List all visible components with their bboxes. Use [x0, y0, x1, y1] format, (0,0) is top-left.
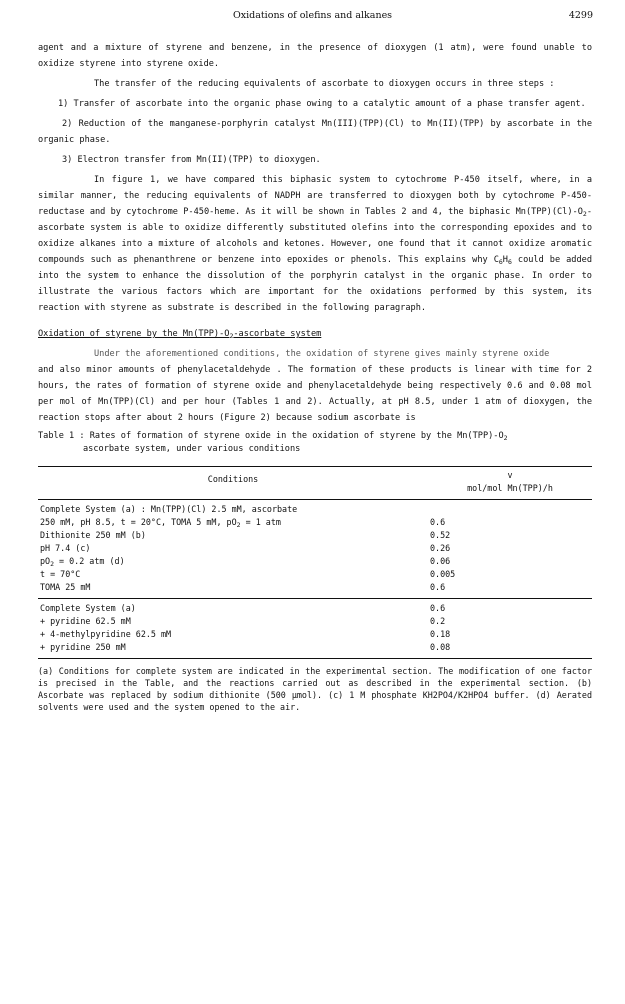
text-run: TOMA 25 mM — [40, 582, 91, 592]
list-item: 2) Reduction of the manganese-porphyrin catalyst Mn(III)(TPP)(Cl) to Mn(II)(TPP) by ascorbate in the organic phase. — [38, 119, 592, 145]
table-row — [38, 615, 592, 628]
cell-condition — [38, 555, 428, 568]
subscript: 2 — [236, 521, 241, 529]
text-run: ascorbate system, under various conditions — [83, 444, 301, 454]
text-run: H — [502, 255, 508, 265]
cell-condition — [38, 568, 428, 581]
cell-value: 0.18 — [430, 629, 451, 639]
table-row — [38, 599, 592, 616]
running-header-title: Oxidations of olefins and alkanes — [232, 10, 393, 21]
table-row — [38, 641, 592, 659]
header-symbol: v — [507, 470, 513, 480]
cell-condition — [38, 615, 428, 628]
text-run: Complete System (a) — [40, 603, 136, 613]
text-run: = 1 atm — [240, 517, 281, 527]
paragraph: and also minor amounts of phenylacetaldehyde . The formation of these products is linear with time for 2 hours, the rates of formation of styrene oxide and phenylacetaldehyde being respectively 0.6 and 0.08 mol per mol of Mn(TPP)(Cl) and per hour (Tables 1 and 2). Actually, at pH 8.5, under 1 atm of dioxygen, the reaction stops after about 2 hours (Figure 2) because sodium ascorbate is — [38, 365, 592, 423]
subscript: 2 — [503, 434, 508, 442]
cell-value: 0.26 — [430, 543, 451, 553]
cell-condition — [38, 599, 428, 616]
text-run: Dithionite 250 mM (b) — [40, 530, 146, 540]
table-row — [38, 568, 592, 581]
page-number: 4299 — [568, 10, 593, 21]
cell-condition — [38, 529, 428, 542]
subscript: 2 — [50, 560, 55, 568]
text-run: = 0.2 atm (d) — [54, 556, 125, 566]
cell-condition — [38, 542, 428, 555]
header-unit: mol/mol Mn(TPP)/h — [467, 483, 553, 493]
paragraph — [38, 172, 592, 316]
body-text — [38, 40, 592, 713]
list-item: 3) Electron transfer from Mn(II)(TPP) to dioxygen. — [62, 155, 321, 165]
column-header-v — [428, 467, 592, 500]
table-group-2 — [38, 599, 592, 659]
cell-value: 0.6 — [430, 582, 446, 592]
text-run: could be added into the system to enhance the dissolution of the porphyrin catalyst in the organic phase. In order to illustrate the various factors which are important for the oxidations performed by this system, its reaction with styrene as substrate is described in the following paragraph. — [38, 255, 592, 313]
table-footnote: (a) Conditions for complete system are indicated in the experimental section. The modification of one factor is precised in the Table, and the reactions carried out as described in the experimental section. (b) Ascorbate was replaced by sodium dithionite (500 μmol). (c) 1 M phosphate KH2PO4/K2HPO4 buffer. (d) Aerated solvents were used and the system opened to the air. — [38, 666, 592, 712]
text-run: + 4-methylpyridine 62.5 mM — [40, 629, 172, 639]
steps-list — [38, 96, 592, 168]
text-run: Complete System (a) : Mn(TPP)(Cl) 2.5 mM, ascorbate — [40, 504, 298, 514]
cell-condition — [38, 500, 428, 530]
column-header-conditions: Conditions — [207, 474, 259, 484]
text-run: -ascorbate system — [233, 329, 322, 339]
cell-condition — [38, 628, 428, 641]
text-run: pO — [40, 556, 51, 566]
text-run: 250 mM, pH 8.5, t = 20°C, TOMA 5 mM, pO — [40, 517, 237, 527]
cell-condition — [38, 581, 428, 599]
paragraph: agent and a mixture of styrene and benzene, in the presence of dioxygen (1 atm), were found unable to oxidize styrene into styrene oxide. — [38, 43, 592, 69]
text-run: t = 70°C — [40, 569, 81, 579]
text-run: + pyridine 250 mM — [40, 642, 126, 652]
paragraph: The transfer of the reducing equivalents of ascorbate to dioxygen occurs in three steps : — [94, 79, 555, 89]
subscript: 6 — [507, 258, 512, 266]
table-row — [38, 500, 592, 530]
cell-value: 0.52 — [430, 530, 451, 540]
data-table — [38, 466, 592, 659]
cell-value: 0.6 — [430, 603, 446, 613]
text-run: + pyridine 62.5 mM — [40, 616, 131, 626]
subscript: 6 — [498, 258, 503, 266]
cell-value: 0.6 — [430, 517, 446, 527]
section-heading — [38, 326, 592, 342]
text-run: Oxidation of styrene by the Mn(TPP)-O — [38, 329, 230, 339]
table-row — [38, 529, 592, 542]
text-run: pH 7.4 (c) — [40, 543, 91, 553]
text-run: -ascorbate system is able to oxidize differently substituted olefins into the corresponding epoxides and to oxidize alkanes into a mixture of alcohols and ketones. However, one found that it cannot oxidize aromatic compounds such as phenanthrene or benzene into epoxides or phenols. This explains why C — [38, 207, 592, 265]
table-row — [38, 555, 592, 568]
paragraph: Under the aforementioned conditions, the oxidation of styrene gives mainly styrene oxide — [94, 349, 550, 359]
table-row — [38, 628, 592, 641]
text-run: In figure 1, we have compared this biphasic system to cytochrome P-450 itself, where, in a similar manner, the reducing equivalents of NADPH are transferred to dioxygen both by cytochrome P-450-reductase and by cytochrome P-450-heme. As it will be shown in Tables 2 and 4, the biphasic Mn(TPP)(Cl)-O — [38, 175, 592, 217]
table-caption — [38, 430, 592, 456]
cell-value: 0.08 — [430, 642, 451, 652]
table-header-row — [38, 467, 592, 500]
cell-value: 0.005 — [430, 569, 456, 579]
cell-value: 0.06 — [430, 556, 451, 566]
table-group-1 — [38, 500, 592, 599]
text-run: Table 1 : Rates of formation of styrene oxide in the oxidation of styrene by the Mn(TPP)-O — [38, 431, 504, 441]
list-item: 1) Transfer of ascorbate into the organic phase owing to a catalytic amount of a phase transfer agent. — [58, 99, 586, 109]
table-row — [38, 542, 592, 555]
cell-value: 0.2 — [430, 616, 446, 626]
subscript: 2 — [229, 332, 234, 340]
cell-condition-line2 — [40, 516, 426, 529]
subscript: 2 — [582, 210, 587, 218]
table-row — [38, 581, 592, 599]
cell-condition — [38, 641, 428, 659]
